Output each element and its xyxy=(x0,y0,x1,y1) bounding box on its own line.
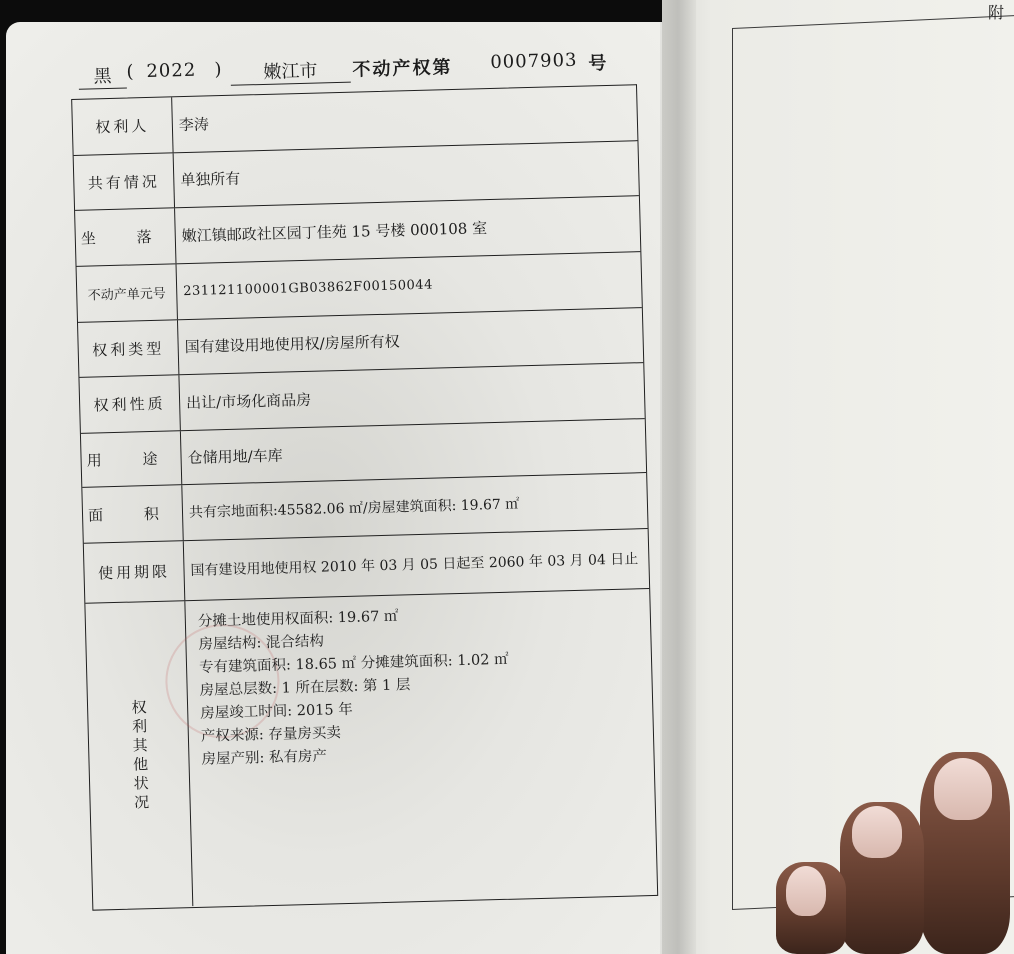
row-label-cell xyxy=(85,601,193,909)
other-line: 分摊土地使用权面积: 19.67 ㎡ xyxy=(197,608,399,630)
other-line: 产权来源: 存量房买卖 xyxy=(200,725,342,745)
other-line: 专有建筑面积: 18.65 ㎡ 分摊建筑面积: 1.02 ㎡ xyxy=(198,651,509,676)
row-label: 用 途 xyxy=(81,431,182,487)
row-label: 权利类型 xyxy=(78,320,179,377)
row-value: 出让/市场化商品房 xyxy=(185,390,312,412)
row-value: 嫩江镇邮政社区园丁佳苑 15 号楼 000108 室 xyxy=(181,218,488,245)
fingernail xyxy=(934,758,992,820)
row-value: 共有宗地面积:45582.06 ㎡/房屋建筑面积: 19.67 ㎡ xyxy=(188,495,520,521)
other-status-list xyxy=(198,599,644,772)
row-label: 不动产单元号 xyxy=(77,264,178,322)
row-label: 面 积 xyxy=(82,485,183,543)
row-label: 权利性质 xyxy=(79,375,180,433)
fingernail xyxy=(852,806,902,858)
row-value: 李涛 xyxy=(178,114,210,134)
fingernail xyxy=(786,866,826,916)
other-line: 房屋产别: 私有房产 xyxy=(201,748,328,768)
property-table xyxy=(71,84,658,911)
header-suffix: 号 xyxy=(588,52,607,75)
right-page-corner-text: 附 xyxy=(988,3,1005,22)
header-title: 不动产权第 xyxy=(352,56,453,81)
other-line: 房屋竣工时间: 2015 年 xyxy=(200,701,353,722)
other-line: 房屋结构: 混合结构 xyxy=(198,633,325,653)
certificate-document xyxy=(70,40,660,915)
row-label: 坐 落 xyxy=(75,208,176,266)
header-paren-close: ) xyxy=(214,59,222,81)
row-value: 国有建设用地使用权/房屋所有权 xyxy=(184,332,400,357)
other-line: 房屋总层数: 1 所在层数: 第 1 层 xyxy=(199,677,411,699)
row-value: 仓储用地/车库 xyxy=(187,446,283,467)
header-number: 0007903 xyxy=(490,49,578,73)
header-province: 黑 xyxy=(78,62,127,90)
header-paren-open: ( xyxy=(126,61,134,83)
row-value: 231121100001GB03862F00150044 xyxy=(183,277,434,299)
row-label: 权利其他状况 xyxy=(131,698,150,812)
row-value: 国有建设用地使用权 2010 年 03 月 05 日起至 2060 年 03 月 04 日止 xyxy=(190,550,639,579)
book-spine xyxy=(660,0,696,954)
row-label: 权利人 xyxy=(72,97,173,155)
header-year: 2022 xyxy=(146,59,197,83)
row-value: 单独所有 xyxy=(180,169,241,190)
table-row-other xyxy=(85,589,657,909)
row-label: 使用期限 xyxy=(84,541,186,603)
row-label: 共有情况 xyxy=(74,153,175,210)
header-city: 嫩江市 xyxy=(230,56,351,86)
